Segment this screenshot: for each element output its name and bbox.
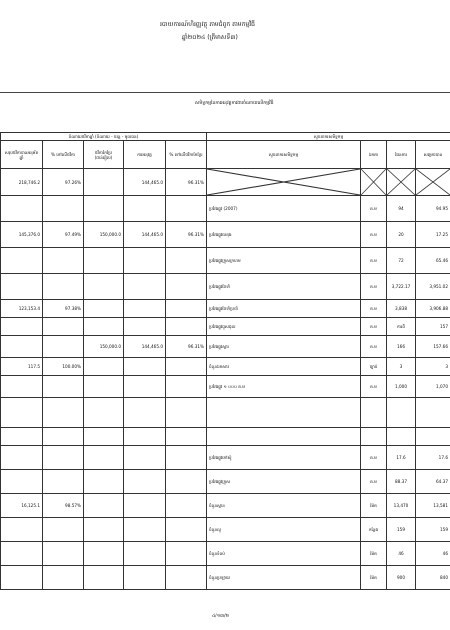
cell-achieved: 3 [416, 358, 450, 376]
table-row [1, 318, 450, 336]
cell-plan: 17.6 [387, 446, 416, 470]
cell-revised [84, 494, 124, 518]
cell-actual: 144,465.0 [124, 336, 166, 358]
cell-plan: 900 [387, 566, 416, 590]
cell-unit: គ.ម [361, 470, 387, 494]
cell-pct2 [166, 248, 207, 274]
cell-revised [84, 318, 124, 336]
left-group-header: ចំណាយថវិកាឆ្នាំ (ចំណាយ - ចរន្ត - មូលធន) [1, 133, 207, 141]
cell-pct [43, 196, 84, 222]
cell-budget [1, 398, 43, 428]
cell-unit: គ.ម [361, 300, 387, 318]
cell-achieved: 157 [416, 318, 450, 336]
cell-indicator: ចំនួនលូ [207, 518, 361, 542]
cell-revised [84, 428, 124, 446]
cell-plan: 3,722.17 [387, 274, 416, 300]
cell-achieved: 3,951.02 [416, 274, 450, 300]
cell-unit: ម៉ែត [361, 542, 387, 566]
cell-budget [1, 542, 43, 566]
cell-revised [84, 566, 124, 590]
table-row [1, 336, 450, 358]
cell-revised [84, 518, 124, 542]
cell-indicator [207, 398, 361, 428]
cell-achieved: 3,906.88 [416, 300, 450, 318]
col-header-indicator: សូចនាករសមិទ្ធកម្ម [207, 141, 361, 169]
cell-budget [1, 376, 43, 398]
cell-indicator: ប្រវែងផ្លូវកៅស៊ូ [207, 446, 361, 470]
cell-revised [84, 300, 124, 318]
cell-pct2: 96.31% [166, 222, 207, 248]
cell-revised [84, 470, 124, 494]
cell-indicator: ប្រវែងផ្លូវស្ដារ [207, 336, 361, 358]
cell-budget [1, 428, 43, 446]
cell-pct [43, 376, 84, 398]
cell-actual: 144,465.0 [124, 169, 166, 196]
cell-unit: ម៉ែត [361, 494, 387, 518]
cell-indicator: ប្រវែងផ្លូវថែទាំ [207, 274, 361, 300]
table-row [1, 494, 450, 518]
table-row [1, 358, 450, 376]
cell-achieved: 94.95 [416, 196, 450, 222]
cell-achieved: 65.46 [416, 248, 450, 274]
table-row [1, 376, 450, 398]
cell-pct2 [166, 376, 207, 398]
table-row [1, 274, 450, 300]
cell-unit [361, 169, 387, 196]
table-row [1, 300, 450, 318]
table-row [1, 446, 450, 470]
cell-actual [124, 542, 166, 566]
cell-unit: គ.ម [361, 248, 387, 274]
cell-pct2 [166, 300, 207, 318]
cell-revised [84, 542, 124, 566]
cell-achieved: 46 [416, 542, 450, 566]
col-header-budget: សរុបថវិកាបានអនុម័តឆ្នាំ [1, 141, 43, 169]
cell-actual: 144,465.0 [124, 222, 166, 248]
report-title: សមិទ្ធកម្មនៃការអនុវត្តការងារចំណាយលើកម្មវិធី [195, 101, 274, 106]
cell-pct2 [166, 398, 207, 428]
cell-achieved: 13,581 [416, 494, 450, 518]
cell-pct2 [166, 566, 207, 590]
cell-plan [387, 169, 416, 196]
header-divider [0, 92, 450, 93]
cell-achieved [416, 169, 450, 196]
cell-pct [43, 446, 84, 470]
cell-unit: កន្លែង [361, 518, 387, 542]
col-header-pct: % ទៅលើថវិកា [43, 141, 84, 169]
cell-pct2 [166, 446, 207, 470]
cell-indicator: ចំនួនប្រឡាយ [207, 566, 361, 590]
cell-plan [387, 428, 416, 446]
cell-actual [124, 398, 166, 428]
cell-pct2 [166, 274, 207, 300]
header-line-2: ឆ្នាំ២០២៤ (ត្រីមាសទី៣) [182, 34, 238, 41]
cell-plan [387, 398, 416, 428]
cell-pct2: 96.31% [166, 336, 207, 358]
cell-pct [43, 428, 84, 446]
cell-budget: 117.5 [1, 358, 43, 376]
cell-pct2 [166, 196, 207, 222]
cell-plan: 13,470 [387, 494, 416, 518]
cell-actual [124, 248, 166, 274]
cell-unit: គ.ម [361, 274, 387, 300]
cell-plan: 94 [387, 196, 416, 222]
cell-achieved [416, 428, 450, 446]
cell-budget [1, 336, 43, 358]
col-header-achieved: សម្រេចបាន [416, 141, 450, 169]
cell-pct [43, 542, 84, 566]
cell-budget: 218,746.2 [1, 169, 43, 196]
cell-unit [361, 428, 387, 446]
cell-achieved: 157.66 [416, 336, 450, 358]
cell-indicator [207, 169, 361, 196]
cell-unit: គ.ម [361, 196, 387, 222]
cell-revised [84, 169, 124, 196]
cell-pct [43, 398, 84, 428]
cell-budget: 145,376.0 [1, 222, 43, 248]
cell-budget [1, 518, 43, 542]
cell-indicator: ប្រវែងផ្លូវក្រួស [207, 470, 361, 494]
cell-budget: 16,125.1 [1, 494, 43, 518]
cell-revised [84, 446, 124, 470]
cell-actual [124, 318, 166, 336]
cell-achieved: 64.37 [416, 470, 450, 494]
cell-plan: 20 [387, 222, 416, 248]
cell-budget [1, 274, 43, 300]
header-line-1: របាយការណ៍ហិរញ្ញវត្ថុ តាមជំពូក តាមកម្មវិធី [160, 21, 255, 28]
table-row [1, 542, 450, 566]
table-row [1, 428, 450, 446]
cell-unit: គ.ម [361, 446, 387, 470]
cell-actual [124, 446, 166, 470]
cell-revised: 150,000.0 [84, 336, 124, 358]
cell-actual [124, 566, 166, 590]
col-header-pct2: % ទៅលើថវិកាកែប្រែ [166, 141, 207, 169]
cell-pct [43, 470, 84, 494]
cell-plan: 3,838 [387, 300, 416, 318]
cell-pct2 [166, 318, 207, 336]
table-row [1, 566, 450, 590]
col-header-unit: ឯកតា [361, 141, 387, 169]
table-row [1, 398, 450, 428]
cell-pct2 [166, 542, 207, 566]
cell-achieved [416, 398, 450, 428]
cell-pct2: 96.31% [166, 169, 207, 196]
cell-achieved: 840 [416, 566, 450, 590]
cell-indicator: ប្រវែងផ្លូវ (2007) [207, 196, 361, 222]
cell-pct [43, 248, 84, 274]
cell-unit: គ.ម [361, 336, 387, 358]
cell-plan: 1,000 [387, 376, 416, 398]
cell-actual [124, 376, 166, 398]
cell-pct2 [166, 494, 207, 518]
cell-pct: 97.38% [43, 300, 84, 318]
cell-budget [1, 318, 43, 336]
cell-plan: 88.37 [387, 470, 416, 494]
table-row [1, 169, 450, 196]
cell-indicator: ប្រវែងផ្លូវ ១ ០០០ គ.ម [207, 376, 361, 398]
cell-actual [124, 470, 166, 494]
cell-pct2 [166, 470, 207, 494]
cell-actual [124, 300, 166, 318]
cell-pct2 [166, 358, 207, 376]
col-header-plan: ផែនការ [387, 141, 416, 169]
cell-pct [43, 274, 84, 300]
cell-unit: គ.ម [361, 318, 387, 336]
cell-pct [43, 518, 84, 542]
cell-revised [84, 248, 124, 274]
cell-budget [1, 196, 43, 222]
cell-unit: គ.ម [361, 222, 387, 248]
cell-budget [1, 446, 43, 470]
cell-achieved: 1,070 [416, 376, 450, 398]
cell-achieved: 159 [416, 518, 450, 542]
cell-pct2 [166, 428, 207, 446]
cell-budget [1, 248, 43, 274]
cell-indicator: ចំនួនស្ពាន [207, 494, 361, 518]
cell-pct [43, 566, 84, 590]
cell-revised [84, 274, 124, 300]
cell-pct2 [166, 518, 207, 542]
col-header-revised: ថវិកាកែប្រែ (ពាន់រៀល) [84, 141, 124, 169]
table-row [1, 222, 450, 248]
table-row [1, 470, 450, 494]
cell-plan: 72 [387, 248, 416, 274]
cell-achieved: 17.25 [416, 222, 450, 248]
cell-unit [361, 398, 387, 428]
cell-achieved: 17.6 [416, 446, 450, 470]
cell-budget [1, 470, 43, 494]
cell-unit: ច្បាប់ [361, 358, 387, 376]
cell-pct: 100.00% [43, 358, 84, 376]
cell-revised [84, 398, 124, 428]
cell-pct: 97.26% [43, 169, 84, 196]
cell-actual [124, 196, 166, 222]
cell-unit: គ.ម [361, 376, 387, 398]
table-row [1, 248, 450, 274]
performance-table [0, 132, 450, 590]
cell-actual [124, 518, 166, 542]
table-row [1, 518, 450, 542]
cell-budget [1, 566, 43, 590]
table-body [1, 169, 450, 590]
cell-indicator: ប្រវែងផ្លូវបេតុង [207, 222, 361, 248]
cell-actual [124, 274, 166, 300]
table-row [1, 196, 450, 222]
cell-revised [84, 358, 124, 376]
cell-pct [43, 336, 84, 358]
cell-revised: 150,000.0 [84, 222, 124, 248]
right-group-header: សូចនាករសមិទ្ធកម្ម [207, 133, 450, 141]
cell-pct: 97.49% [43, 222, 84, 248]
col-header-actual: ការអនុវត្ត [124, 141, 166, 169]
cell-plan: 46 [387, 542, 416, 566]
cell-indicator: ចំនួនឯកសារ [207, 358, 361, 376]
cell-indicator: ប្រវែងផ្លូវថែទាំប្រចាំ [207, 300, 361, 318]
cell-pct [43, 318, 84, 336]
cell-pct: 98.57% [43, 494, 84, 518]
cell-budget: 123,153.4 [1, 300, 43, 318]
cell-plan: 3 [387, 358, 416, 376]
cell-actual [124, 494, 166, 518]
cell-plan: 166 [387, 336, 416, 358]
cell-actual [124, 428, 166, 446]
cell-plan: 159 [387, 518, 416, 542]
cell-indicator [207, 428, 361, 446]
cell-actual [124, 358, 166, 376]
cell-indicator: ចំនួនទំនប់ [207, 542, 361, 566]
cell-indicator: ប្រវែងផ្លូវក្រួសក្រហម [207, 248, 361, 274]
cell-plan: ការពិ [387, 318, 416, 336]
cell-unit: ម៉ែត [361, 566, 387, 590]
page-number: ៤/១៣/២ [212, 614, 229, 619]
cell-revised [84, 196, 124, 222]
cell-indicator: ប្រវែងផ្លូវជួសជុល [207, 318, 361, 336]
cell-revised [84, 376, 124, 398]
